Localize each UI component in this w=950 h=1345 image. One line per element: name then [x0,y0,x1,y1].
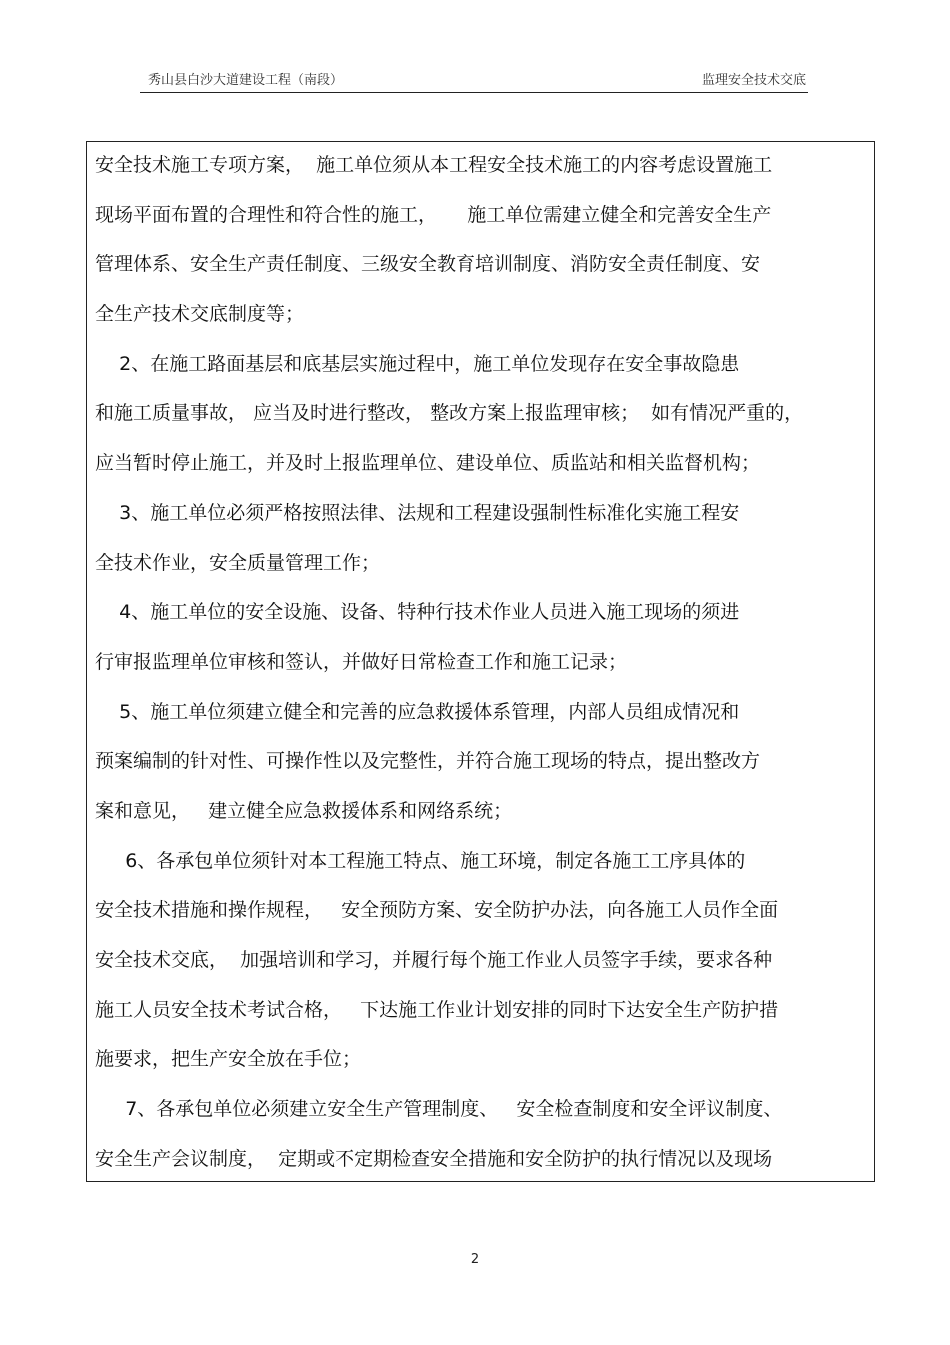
text-line: 应当暂时停止施工，并及时上报监理单位、建设单位、质监站和相关监督机构； [95,452,761,475]
text-line: 全技术作业，安全质量管理工作； [95,551,381,574]
text-line: 安全技术措施和操作规程， 安全预防方案、安全防护办法，向各施工人员作全面 [95,899,779,922]
text-line: 施工人员安全技术考试合格， 下达施工作业计划安排的同时下达安全生产防护措 [95,998,779,1021]
page-header [140,66,808,93]
text-line: 施要求，把生产安全放在手位； [95,1048,362,1071]
header-project-title: 秀山县白沙大道建设工程（南段） [148,73,344,88]
text-line: 3、施工单位必须严格按照法律、法规和工程建设强制性标准化实施工程安 [95,501,740,524]
text-line: 和施工质量事故， 应当及时进行整改， 整改方案上报监理审核； 如有情况严重的， [95,402,804,425]
page-number: 2 [470,1252,480,1267]
text-line: 案和意见， 建立健全应急救援体系和网络系统； [95,799,513,822]
text-line: 7、各承包单位必须建立安全生产管理制度、 安全检查制度和安全评议制度、 [95,1098,783,1121]
body-text [95,148,870,1191]
header-document-title: 监理安全技术交底 [701,73,806,88]
text-line: 安全技术施工专项方案， 施工单位须从本工程安全技术施工的内容考虑设置施工 [95,154,773,176]
text-line: 预案编制的针对性、可操作性以及完整性，并符合施工现场的特点，提出整改方 [95,750,761,773]
text-line: 4、施工单位的安全设施、设备、特种行技术作业人员进入施工现场的须进 [95,601,740,624]
text-line: 全生产技术交底制度等； [95,303,305,326]
text-line: 安全技术交底， 加强培训和学习，并履行每个施工作业人员签字手续，要求各种 [95,949,773,971]
text-line: 6、各承包单位须针对本工程施工特点、施工环境，制定各施工工序具体的 [95,849,746,872]
text-line: 2、在施工路面基层和底基层实施过程中，施工单位发现存在安全事故隐患 [95,352,740,375]
text-line: 行审报监理单位审核和签认，并做好日常检查工作和施工记录； [95,650,628,673]
text-line: 现场平面布置的合理性和符合性的施工， 施工单位需建立健全和完善安全生产 [95,203,772,226]
text-line: 管理体系、安全生产责任制度、三级安全教育培训制度、消防安全责任制度、安 [95,253,761,276]
text-line: 安全生产会议制度， 定期或不定期检查安全措施和安全防护的执行情况以及现场 [95,1147,773,1170]
text-line: 5、施工单位须建立健全和完善的应急救援体系管理，内部人员组成情况和 [95,700,740,723]
content-box [86,141,875,1182]
